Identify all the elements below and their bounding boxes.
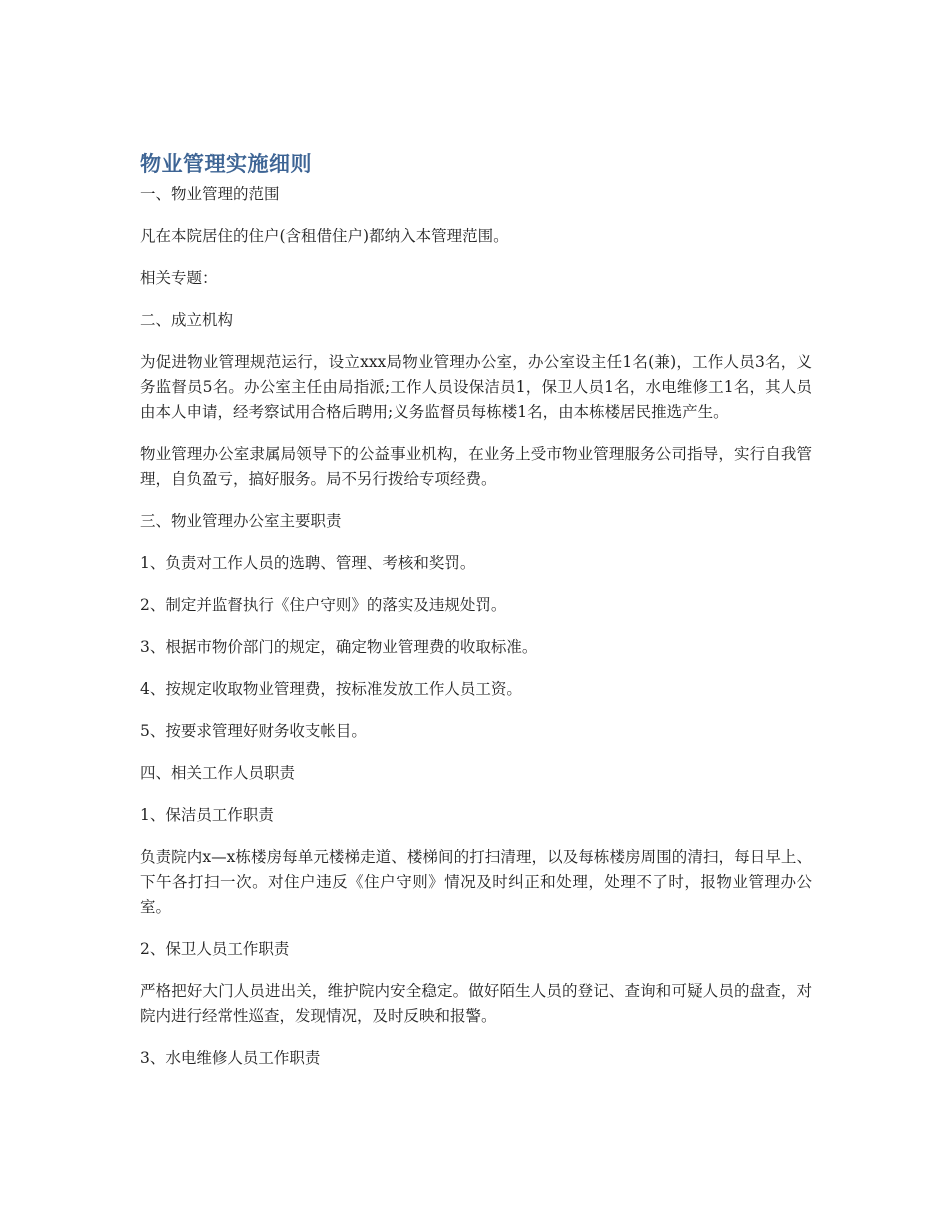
subheading-cleaner-duties: 1、保洁员工作职责 (140, 806, 274, 824)
document-body (140, 148, 812, 1088)
paragraph-organization: 为促进物业管理规范运行，设立xxx局物业管理办公室，办公室设主任1名(兼)，工作人员3名，义务监督员5名。办公室主任由局指派;工作人员设保洁员1，保卫人员1名，水电维修工1名，其人员由本人申请，经考察试用合格后聘用;义务监督员每栋楼1名，由本栋楼居民推选产生。 (140, 353, 812, 421)
paragraph-security-duties: 严格把好大门人员进出关，维护院内安全稳定。做好陌生人员的登记、查询和可疑人员的盘查，对院内进行经常性巡查，发现情况，及时反映和报警。 (140, 982, 812, 1025)
list-item-duty-4: 4、按规定收取物业管理费，按标准发放工作人员工资。 (140, 680, 522, 698)
paragraph-office-nature: 物业管理办公室隶属局领导下的公益事业机构，在业务上受市物业管理服务公司指导，实行自我管理，自负盈亏，搞好服务。局不另行拨给专项经费。 (140, 445, 812, 488)
list-item-duty-3: 3、根据市物价部门的规定，确定物业管理费的收取标准。 (140, 638, 538, 656)
list-item-duty-1: 1、负责对工作人员的选聘、管理、考核和奖罚。 (140, 554, 476, 572)
section-heading-organization: 二、成立机构 (140, 311, 234, 329)
paragraph-cleaner-duties: 负责院内x—x栋楼房每单元楼梯走道、楼梯间的打扫清理，以及每栋楼房周围的清扫，每日早上、下午各打扫一次。对住户违反《住户守则》情况及时纠正和处理，处理不了时，报物业管理办公室。 (140, 848, 812, 916)
list-item-duty-2: 2、制定并监督执行《住户守则》的落实及违规处罚。 (140, 596, 507, 614)
section-heading-office-duties: 三、物业管理办公室主要职责 (140, 512, 342, 530)
subheading-security-duties: 2、保卫人员工作职责 (140, 940, 290, 958)
section-heading-scope: 一、物业管理的范围 (140, 185, 280, 203)
paragraph-scope: 凡在本院居住的住户(含租借住户)都纳入本管理范围。 (140, 227, 509, 245)
list-item-duty-5: 5、按要求管理好财务收支帐目。 (140, 722, 367, 740)
document-title: 物业管理实施细则 (140, 152, 312, 176)
paragraph-related-topics: 相关专题： (140, 269, 218, 287)
section-heading-staff-duties: 四、相关工作人员职责 (140, 764, 296, 782)
subheading-maintenance-duties: 3、水电维修人员工作职责 (140, 1049, 321, 1067)
